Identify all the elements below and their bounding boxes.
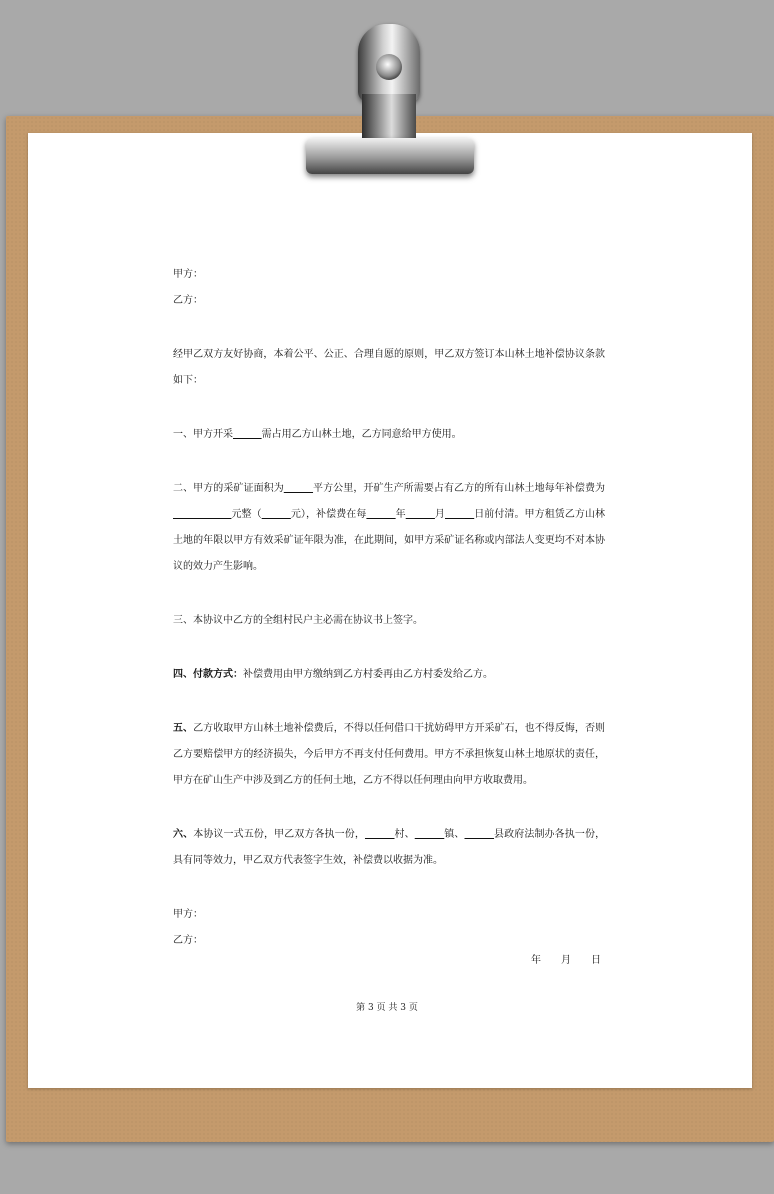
clip-plate	[306, 138, 474, 174]
party-a-line: 甲方：	[173, 269, 203, 280]
signature-party-a: 甲方：	[173, 909, 203, 920]
binder-clip	[300, 24, 480, 179]
clause-1: 一、甲方开采 需占用乙方山林土地，乙方同意给甲方使用。	[173, 429, 462, 440]
agreement-document	[173, 262, 605, 974]
clause-2: 二、甲方的采矿证面积为 平方公里，开矿生产所需要占有乙方的所有山林土地每年补偿费为 元整（ 元），补偿费在每 年 月 日前付清。甲方租赁乙方山林土地的年限以甲方有效采矿证年限为准，在此期间，如甲方采矿证名称或内部法人变更均不对本协议的效力产生影响。	[173, 483, 606, 572]
page-number: 第 3 页 共 3 页	[356, 1003, 418, 1013]
clause-6: 六、本协议一式五份，甲乙双方各执一份， 村、 镇、 县政府法制办各执一份，具有同等效力，甲乙双方代表签字生效，补偿费以收据为准。	[173, 829, 606, 866]
signature-party-b: 乙方：	[173, 935, 203, 946]
intro-paragraph: 经甲乙双方友好协商，本着公平、公正、合理自愿的原则，甲乙双方签订本山林土地补偿协议条款如下：	[173, 349, 605, 386]
date-line: 年 月 日	[531, 955, 601, 966]
clip-hole	[376, 54, 402, 80]
party-b-line: 乙方：	[173, 295, 203, 306]
clause-4: 四、付款方式：补偿费用由甲方缴纳到乙方村委再由乙方村委发给乙方。	[173, 669, 493, 680]
clip-neck	[362, 94, 416, 144]
clause-5: 五、乙方收取甲方山林土地补偿费后，不得以任何借口干扰妨碍甲方开采矿石，也不得反悔，否则乙方要赔偿甲方的经济损失，今后甲方不再支付任何费用。甲方不承担恢复山林土地原状的责任，甲方在矿山生产中涉及到乙方的任何土地，乙方不得以任何理由向甲方收取费用。	[173, 723, 606, 786]
clause-3: 三、本协议中乙方的全组村民户主必需在协议书上签字。	[173, 615, 423, 626]
